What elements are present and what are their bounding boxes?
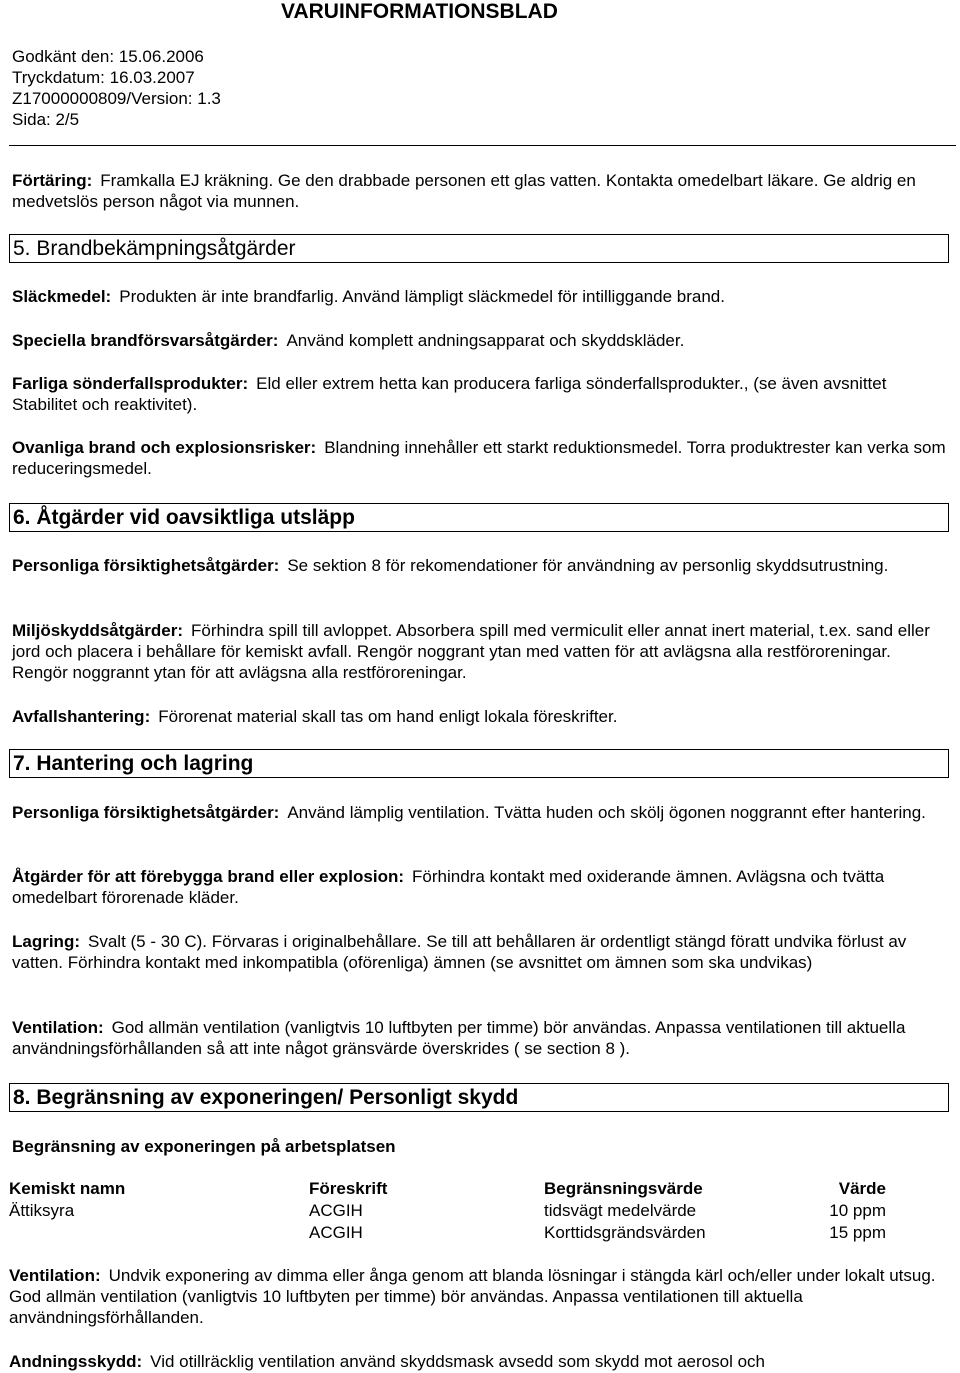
table-row	[9, 1222, 886, 1244]
explosion-risks-text: Blandning innehåller ett starkt reduktionsmedel. Torra produktrester kan verka som reduceringsmedel.	[12, 438, 946, 478]
explosion-risks-label: Ovanliga brand och explosionsrisker:	[12, 438, 317, 457]
table-cell	[9, 1222, 309, 1244]
decomposition-products-paragraph	[12, 373, 950, 415]
waste-disposal-label: Avfallshantering:	[12, 707, 151, 726]
table-cell: 15 ppm	[829, 1223, 886, 1242]
fire-fighting-measures-text: Använd komplett andningsapparat och skyddskläder.	[286, 331, 685, 350]
explosion-risks-paragraph	[12, 437, 950, 479]
approved-date: Godkänt den: 15.06.2006	[12, 47, 204, 66]
storage-text: Svalt (5 - 30 C). Förvaras i originalbehållare. Se till att behållaren är ordentligt stängd föratt undvika förlust av vatten. Förhindra kontakt med inkompatibla (oförenliga) ämnen (se avsnittet om ämnen som ska undvikas)	[12, 932, 907, 972]
respiratory-protection-label: Andningsskydd:	[9, 1352, 143, 1371]
column-header-limit-type: Begränsningsvärde	[544, 1179, 703, 1198]
document-title: VARUINFORMATIONSBLAD	[281, 0, 558, 23]
table-cell: 10 ppm	[829, 1201, 886, 1220]
environmental-precautions-text: Förhindra spill till avloppet. Absorbera spill med vermiculit eller annat inert material, t.ex. sand eller jord och placera i behållare för kemiskt avfall. Rengör noggrant ytan med vatten för att avlägsna alla restföroreningar. Rengör noggrannt ytan för att avlägsna alla restföroreningar.	[12, 621, 930, 682]
table-cell: Korttidsgrändsvärden	[544, 1223, 706, 1242]
table-cell: Ättiksyra	[9, 1201, 75, 1220]
section-6-heading: 6. Åtgärder vid oavsiktliga utsläpp	[9, 503, 949, 532]
ventilation-7-paragraph	[12, 1017, 950, 1059]
decomposition-products-label: Farliga sönderfallsprodukter:	[12, 374, 249, 393]
fire-prevention-label: Åtgärder för att förebygga brand eller explosion:	[12, 867, 405, 886]
table-row	[9, 1200, 886, 1222]
extinguishing-media-label: Släckmedel:	[12, 287, 112, 306]
storage-label: Lagring:	[12, 932, 80, 951]
ingestion-text: Framkalla EJ kräkning. Ge den drabbade personen ett glas vatten. Kontakta omedelbart läkare. Ge aldrig en medvetslös person något via munnen.	[12, 171, 916, 211]
ventilation-7-text: God allmän ventilation (vanligtvis 10 luftbyten per timme) bör användas. Anpassa ventilationen till aktuella användningsförhållanden så att inte något gränsvärde överskrides ( se section 8 ).	[12, 1018, 906, 1058]
ventilation-8-paragraph	[9, 1265, 947, 1328]
fire-fighting-measures-paragraph	[12, 330, 950, 351]
ingestion-label: Förtäring:	[12, 171, 93, 190]
page-number: Sida: 2/5	[12, 110, 80, 129]
waste-disposal-paragraph	[12, 706, 950, 727]
personal-precautions-label: Personliga försiktighetsåtgärder:	[12, 556, 280, 575]
column-header-value: Värde	[838, 1179, 886, 1198]
section-7-heading: 7. Hantering och lagring	[9, 749, 949, 778]
waste-disposal-text: Förorenat material skall tas om hand enligt lokala föreskrifter.	[158, 707, 618, 726]
exposure-limits-table	[9, 1178, 886, 1244]
ventilation-8-label: Ventilation:	[9, 1266, 101, 1285]
print-date: Tryckdatum: 16.03.2007	[12, 68, 195, 87]
workplace-exposure-subheading: Begränsning av exponeringen på arbetsplatsen	[12, 1137, 396, 1156]
handling-precautions-text: Använd lämplig ventilation. Tvätta huden och skölj ögonen noggrannt efter hantering.	[287, 803, 926, 822]
document-version: Z17000000809/Version: 1.3	[12, 89, 221, 108]
environmental-precautions-label: Miljöskyddsåtgärder:	[12, 621, 183, 640]
section-5-heading: 5. Brandbekämpningsåtgärder	[9, 234, 949, 263]
decomposition-products-text: Eld eller extrem hetta kan producera farliga sönderfallsprodukter., (se även avsnittet Stabilitet och reaktivitet).	[12, 374, 887, 414]
environmental-precautions-paragraph	[12, 620, 950, 683]
header-divider	[9, 145, 956, 146]
section-8-heading: 8. Begränsning av exponeringen/ Personligt skydd	[9, 1083, 949, 1112]
handling-precautions-paragraph	[12, 802, 950, 823]
personal-precautions-paragraph	[12, 555, 950, 576]
column-header-regulation: Föreskrift	[309, 1179, 388, 1198]
storage-paragraph	[12, 931, 950, 973]
extinguishing-media-text: Produkten är inte brandfarlig. Använd lämpligt släckmedel för intilliggande brand.	[119, 287, 725, 306]
ingestion-paragraph	[12, 170, 950, 212]
extinguishing-media-paragraph	[12, 286, 950, 307]
fire-prevention-text: Förhindra kontakt med oxiderande ämnen. Avlägsna och tvätta omedelbart förorenade kläder.	[12, 867, 885, 907]
personal-precautions-text: Se sektion 8 för rekomendationer för användning av personlig skyddsutrustning.	[287, 556, 889, 575]
fire-prevention-paragraph	[12, 866, 950, 908]
column-header-chemical-name: Kemiskt namn	[9, 1179, 126, 1198]
respiratory-protection-text: Vid otillräcklig ventilation använd skyddsmask avsedd som skydd mot aerosol och	[150, 1352, 765, 1371]
ventilation-8-text: Undvik exponering av dimma eller ånga genom att blanda lösningar i stängda kärl och/eller under lokalt utsug. God allmän ventilation (vanligtvis 10 luftbyten per timme) bör användas. Anpassa ventilationen till aktuella användningsförhållanden.	[9, 1266, 936, 1327]
table-cell: ACGIH	[309, 1223, 363, 1242]
respiratory-protection-paragraph	[9, 1351, 947, 1372]
ventilation-7-label: Ventilation:	[12, 1018, 104, 1037]
table-header-row	[9, 1178, 886, 1200]
handling-precautions-label: Personliga försiktighetsåtgärder:	[12, 803, 280, 822]
table-cell: ACGIH	[309, 1201, 363, 1220]
table-cell: tidsvägt medelvärde	[544, 1201, 697, 1220]
document-meta	[12, 46, 221, 130]
fire-fighting-measures-label: Speciella brandförsvarsåtgärder:	[12, 331, 279, 350]
